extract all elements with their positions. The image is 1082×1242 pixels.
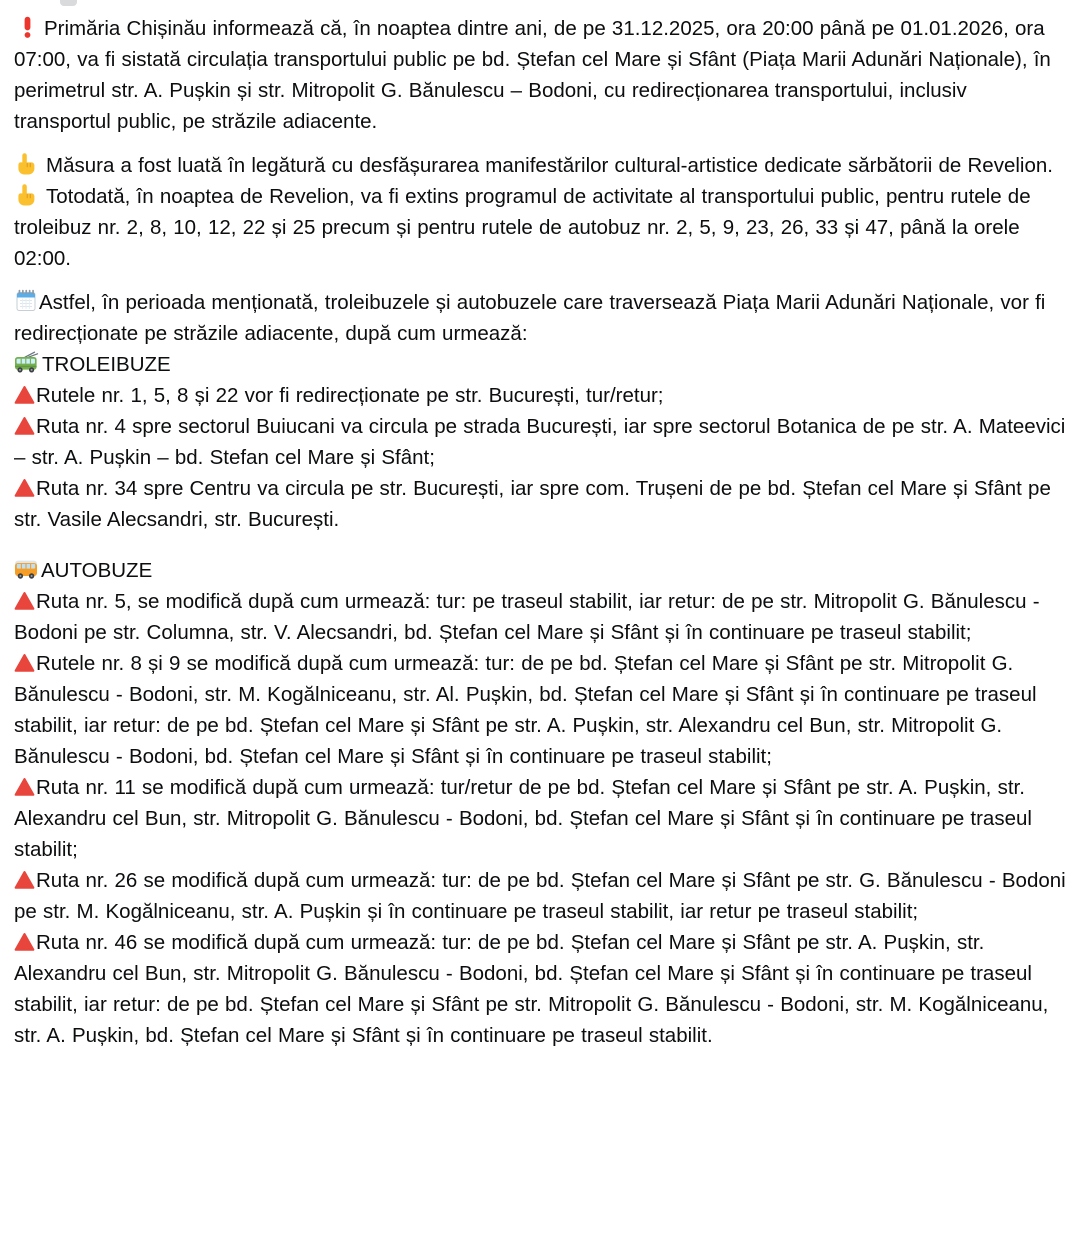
route-autobuz-46: Ruta nr. 46 se modifică după cum urmează: tur: de pe bd. Ștefan cel Mare și Sfânt pe str. A. Pușkin, str. Alexandru cel Bun, str. Mitropolit G. Bănulescu - Bodoni, bd. Ștefan cel Mare și Sfânt și în continuare pe traseul stabilit, iar retur: de pe bd. Ștefan cel Mare și Sfânt pe str. Mitropolit G. Bănulescu - Bodoni, str. M. Kogălniceanu, str. A. Pușkin, bd. Ștefan cel Mare și Sfânt și în continuare pe traseul stabilit. [14, 927, 1068, 1051]
cropped-element-artifact [60, 0, 77, 6]
route-autobuz-26: Ruta nr. 26 se modifică după cum urmează: tur: de pe bd. Ștefan cel Mare și Sfânt pe str. G. Bănulescu - Bodoni pe str. M. Kogălniceanu, str. A. Pușkin și în continuare pe traseul stabilit, iar retur pe traseul stabilit; [14, 865, 1068, 927]
red-triangle-icon [14, 865, 35, 896]
red-triangle-icon [14, 648, 35, 679]
pointing-up-icon [14, 181, 38, 212]
announcement-post [14, 13, 1068, 1051]
route-autobuz-5: Ruta nr. 5, se modifică după cum urmează: tur: pe traseul stabilit, iar retur: de pe str. Mitropolit G. Bănulescu - Bodoni pe str. Columna, str. V. Alecsandri, bd. Ștefan cel Mare și Sfânt și în continuare pe traseul stabilit; [14, 586, 1068, 648]
exclamation-icon [19, 13, 36, 44]
route-autobuz-8-9: Rutele nr. 8 și 9 se modifică după cum urmează: tur: de pe bd. Ștefan cel Mare și Sfânt pe str. Mitropolit G. Bănulescu - Bodoni, str. M. Kogălniceanu, str. Al. Pușkin, bd. Ștefan cel Mare și Sfânt și în continuare pe traseul stabilit, iar retur: de pe bd. Ștefan cel Mare și Sfânt pe str. A. Pușkin, str. Alexandru cel Bun, str. Mitropolit G. Bănulescu - Bodoni, bd. Ștefan cel Mare și Sfânt și în continuare pe traseul stabilit; [14, 648, 1068, 772]
para-redirectionare-intro: Astfel, în perioada menționată, troleibuzele și autobuzele care traversează Piața Marii Adunări Naționale, vor fi redirecționate pe străzile adiacente, după cum urmează: [14, 287, 1068, 349]
pointing-up-icon [14, 150, 38, 181]
route-troleibuz-34: Ruta nr. 34 spre Centru va circula pe str. București, iar spre com. Trușeni de pe bd. Ștefan cel Mare și Sfânt pe str. Vasile Alecsandri, str. București. [14, 473, 1068, 535]
route-autobuz-11: Ruta nr. 11 se modifică după cum urmează: tur/retur de pe bd. Ștefan cel Mare și Sfânt pe str. A. Pușkin, str. Alexandru cel Bun, str. Mitropolit G. Bănulescu - Bodoni, bd. Ștefan cel Mare și Sfânt și în continuare pe traseul stabilit; [14, 772, 1068, 865]
bus-icon [14, 555, 40, 586]
red-triangle-icon [14, 411, 35, 442]
heading-autobuze: AUTOBUZE [14, 555, 1068, 586]
para-program-extins: Totodată, în noaptea de Revelion, va fi extins programul de activitate al transportului public, pentru rutele de troleibuz nr. 2, 8, 10, 12, 22 și 25 precum și pentru rutele de autobuz nr. 2, 5, 9, 23, 26, 33 și 47, până la orele 02:00. [14, 181, 1068, 274]
red-triangle-icon [14, 927, 35, 958]
red-triangle-icon [14, 380, 35, 411]
route-troleibuz-4: Ruta nr. 4 spre sectorul Buiucani va circula pe strada București, iar spre sectorul Botanica de pe str. A. Mateevici – str. A. Pușkin – bd. Stefan cel Mare și Sfânt; [14, 411, 1068, 473]
calendar-icon [14, 287, 38, 318]
red-triangle-icon [14, 473, 35, 504]
red-triangle-icon [14, 586, 35, 617]
trolleybus-icon [14, 349, 41, 380]
post-body [14, 13, 1068, 1051]
heading-troleibuze: TROLEIBUZE [14, 349, 1068, 380]
para-sistare-circulatie: Primăria Chișinău informează că, în noaptea dintre ani, de pe 31.12.2025, ora 20:00 până pe 01.01.2026, ora 07:00, va fi sistată circulația transportului public pe bd. Ștefan cel Mare și Sfânt (Piața Marii Adunări Naționale), în perimetrul str. A. Pușkin și str. Mitropolit G. Bănulescu – Bodoni, cu redirecționarea transportului, inclusiv transportul public, pe străzile adiacente. [14, 13, 1068, 137]
red-triangle-icon [14, 772, 35, 803]
para-masura: Măsura a fost luată în legătură cu desfășurarea manifestărilor cultural-artistice dedicate sărbătorii de Revelion. [14, 150, 1068, 181]
route-troleibuz-1-5-8-22: Rutele nr. 1, 5, 8 și 22 vor fi redirecționate pe str. București, tur/retur; [14, 380, 1068, 411]
